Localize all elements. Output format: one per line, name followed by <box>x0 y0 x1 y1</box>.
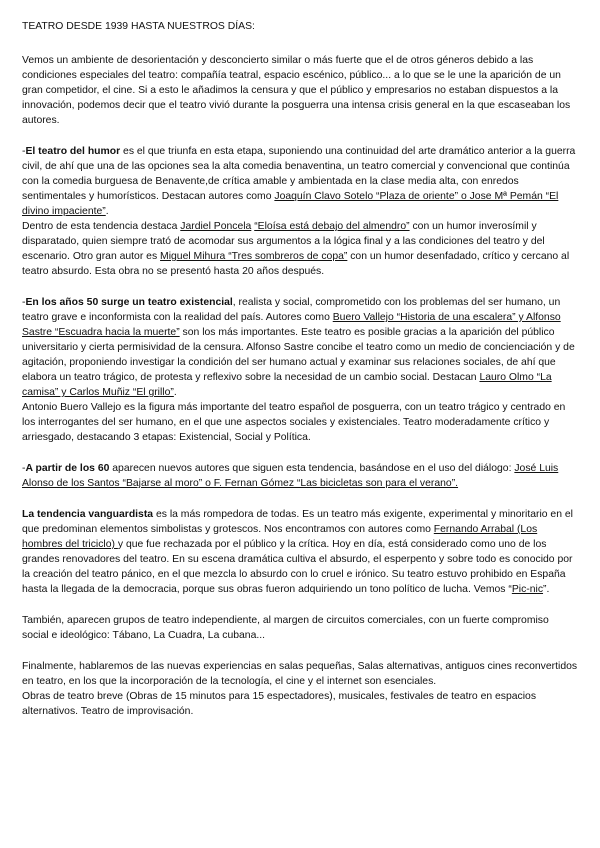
fifties-heading: En los años 50 surge un teatro existencial <box>25 297 233 308</box>
vanguard-paragraph <box>22 507 578 597</box>
vanguard-text-end: ”. <box>543 584 550 595</box>
humor-dash: - <box>22 146 26 157</box>
sixties-dash: - <box>22 463 26 474</box>
fifties-paragraph <box>22 295 578 400</box>
paragraph-gap <box>22 643 578 659</box>
humor-heading: El teatro del humor <box>25 146 121 157</box>
sixties-heading: A partir de los 60 <box>25 463 110 474</box>
final-paragraph: Finalmente, hablaremos de las nuevas experiencias en salas pequeñas, Salas alternativas, antiguos cines reconvertidos en teatro, en los que la incorporación de la tecnología, el cine y el internet son esenciales. <box>22 661 578 687</box>
fifties-authors-link: Buero Vallejo “Historia de una escalera” y Alfonso Sastre “Escuadra hacia la muerte” <box>22 312 561 338</box>
buero-paragraph: Antonio Buero Vallejo es la figura más importante del teatro español de posguerra, con un teatro trágico y centrado en los interrogantes del ser humano, en el que une aspectos sociales y existenciales. Teatro moderadamente crítico y arriesgado, destacando 3 etapas: Existencial, Social y Política. <box>22 402 566 443</box>
paragraph-gap <box>22 491 578 507</box>
humor-paragraph <box>22 144 578 219</box>
jardiel-paragraph <box>22 219 578 279</box>
fifties-text-end: . <box>173 387 177 398</box>
paragraph-gap <box>22 597 578 613</box>
fifties-authors-link-2: Lauro Olmo “La camisa” y Carlos Muñiz “El grillo” <box>22 372 552 398</box>
jardiel-text-2: con un humor inverosímil y disparatado, quien siempre trató de acomodar sus argumentos a la lógica final y a las condiciones del teatro y del escenario. Otro gran autor es <box>22 221 545 262</box>
document-page <box>22 19 578 719</box>
mihura-link: Miguel Mihura “Tres sombreros de copa” <box>160 251 348 262</box>
paragraph-gap <box>22 445 578 461</box>
fifties-text-2: son los más importantes. Este teatro es posible gracias a la aparición del público universitario y cierta permisividad de la censura. Alfonso Sastre concibe el teatro como un medio de concienciación y de agitación, proponiendo investigar la condición del ser humano actual y examinar sus relaciones sociales, de ahí que elabora un teatro trágico, de protesta y reflexivo sobre la necesidad de un cambio social. Destacan <box>22 327 575 383</box>
humor-text: es el que triunfa en esta etapa, suponiendo una continuidad del arte dramático anterior a la guerra civil, de ahí que una de las opciones sea la alta comedia benaventina, un teatro comercial y convencional que continúa con la comedia burguesa de Benavente,de crítica amable y ambientada en la clase media alta, con enredos sentimentales y humorísticos. Destacan autores como <box>22 146 576 202</box>
arrabal-link: Fernando Arrabal (Los hombres del triciclo) <box>22 524 538 550</box>
vanguard-heading: La tendencia vanguardista <box>22 509 154 520</box>
sixties-text: aparecen nuevos autores que siguen esta tendencia, basándose en el uso del diálogo: <box>109 463 515 474</box>
vanguard-text-2: y que fue rechazada por el público y la crítica. Hoy en día, está considerado como uno de los grandes renovadores del teatro. En su escena dramática cultiva el absurdo, el esperpento y sobre todo es conocido por la creación del teatro pánico, en el que mezcla lo absurdo con lo cruel e irónico. Su teatro estuvo prohibido en España hasta la llegada de la democracia, porque sus obras fueron adquiriendo un tono político de lucha. Vemos “ <box>22 539 573 595</box>
mihura-text: con un humor desenfadado, crítico y cercano al teatro absurdo. Esta obra no se presentó hasta 20 años después. <box>22 251 570 277</box>
sixties-authors-link: José Luis Alonso de los Santos “Bajarse al moro” o F. Fernan Gómez “Las bicicletas son para el verano”. <box>22 463 559 489</box>
independent-paragraph: También, aparecen grupos de teatro independiente, al margen de circuitos comerciales, con un fuerte compromiso social e ideológico: Tábano, La Cuadra, La cubana... <box>22 615 549 641</box>
short-plays-paragraph: Obras de teatro breve (Obras de 15 minutos para 15 espectadores), musicales, festivales de teatro en espacios alternativos. Teatro de improvisación. <box>22 691 537 717</box>
humor-authors-link: Joaquín Clavo Sotelo “Plaza de oriente” o Jose Mª Pemán “El divino impaciente” <box>22 191 559 217</box>
document-title: TEATRO DESDE 1939 HASTA NUESTROS DÍAS: <box>22 21 255 32</box>
vanguard-text: es la más rompedora de todas. Es un teatro más exigente, experimental y minoritario en el que predominan elementos simbolistas y grotescos. Nos encontramos con autores como <box>22 509 573 535</box>
humor-text-end: . <box>105 206 109 217</box>
picnic-link: Pic-nic <box>511 584 544 595</box>
jardiel-author-link: Jardiel Poncela <box>180 221 252 232</box>
fifties-text: , realista y social, comprometido con los problemas del ser humano, un teatro grave e inconformista con la realidad del país. Autores como <box>22 297 561 323</box>
jardiel-text: Dentro de esta tendencia destaca <box>22 221 181 232</box>
fifties-dash: - <box>22 297 26 308</box>
paragraph-gap <box>22 128 578 144</box>
sixties-paragraph <box>22 461 578 491</box>
jardiel-work-link: “Eloísa está debajo del almendro” <box>254 221 410 232</box>
intro-paragraph: Vemos un ambiente de desorientación y desconcierto similar o más fuerte que el de otros géneros debido a las condiciones especiales del teatro: compañía teatral, espacio escénico, público... a lo que se le une la aparición de un gran competidor, el cine. Si a esto le añadimos la censura y que el público y empresarios no estaban dispuestos a la innovación, podemos decir que el teatro vivió durante la posguerra una intensa crisis general en la que escaseaban los autores. <box>22 55 571 126</box>
paragraph-gap <box>22 279 578 295</box>
